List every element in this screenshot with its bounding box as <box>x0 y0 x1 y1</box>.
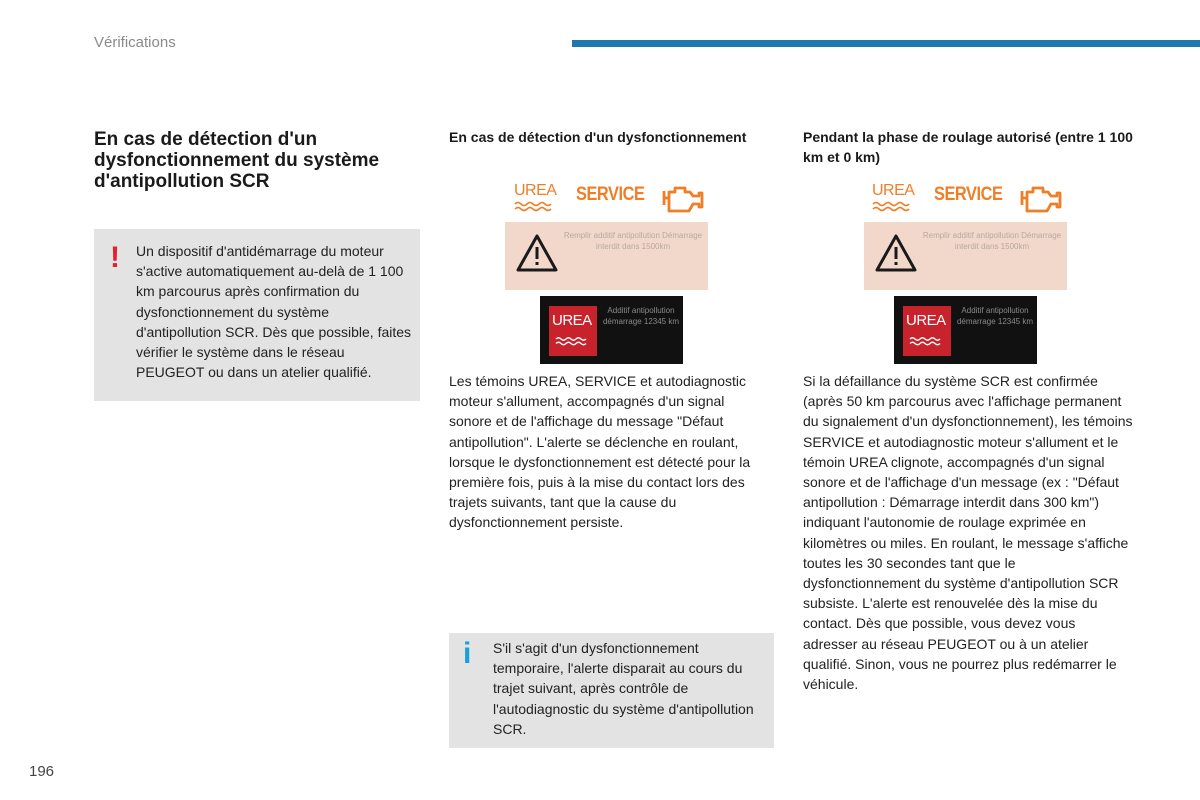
instrument-display <box>894 296 1037 364</box>
page-number: 196 <box>29 763 55 780</box>
waves-icon <box>909 336 945 346</box>
header-rule <box>572 40 1200 47</box>
display-message: Remplir additif antipollution Démarrage interdit dans 1500km <box>922 231 1062 251</box>
waves-icon <box>555 336 591 346</box>
message-display <box>505 222 708 290</box>
exclamation-icon: ! <box>110 241 120 274</box>
info-box <box>449 633 774 748</box>
column2-heading: En cas de détection d'un dysfonctionnement <box>449 129 747 145</box>
warning-triangle-icon <box>515 233 559 273</box>
urea-label: UREA <box>514 182 557 199</box>
display-readout: Additif antipollution démarrage 12345 km <box>602 306 680 326</box>
warning-triangle-icon <box>874 233 918 273</box>
service-warning-light: SERVICE <box>576 184 645 205</box>
instrument-display <box>540 296 683 364</box>
waves-icon <box>514 200 558 212</box>
urea-warning-light <box>512 182 562 218</box>
display-message: Remplir additif antipollution Démarrage interdit dans 1500km <box>563 231 703 251</box>
info-icon: i <box>463 637 472 670</box>
urea-warning-light <box>870 182 920 218</box>
service-warning-light: SERVICE <box>934 184 1003 205</box>
column2-text: Les témoins UREA, SERVICE et autodiagnostic moteur s'allument, accompagnés d'un signal sonore et de l'affichage du message "Défaut antipollution". L'alerte se déclenche en roulant, lorsque le dysfonctionnement est détecté pour la première fois, puis à la mise du contact lors des trajets suivants, tant que la cause du dysfonctionnement persiste. <box>449 373 751 531</box>
waves-icon <box>872 200 916 212</box>
warning-lights-row <box>512 182 727 222</box>
info-text: S'il s'agit d'un dysfonctionnement temporaire, l'alerte disparait au cours du trajet suivant, après contrôle de l'autodiagnostic du système d'antipollution SCR. <box>493 640 754 737</box>
warning-box <box>94 229 420 401</box>
urea-badge-label: UREA <box>906 312 946 329</box>
section-header: Vérifications <box>94 34 176 51</box>
urea-badge <box>549 306 597 356</box>
urea-label: UREA <box>872 182 915 199</box>
column3-text: Si la défaillance du système SCR est confirmée (après 50 km parcourus avec l'affichage permanent du signalement d'un dysfonctionnement), les témoins SERVICE et autodiagnostic moteur s'allument et le témoin UREA clignote, accompagnés d'un signal sonore et de l'affichage d'un message (ex : "Défaut antipollution : Démarrage interdit dans 300 km") indiquant l'autonomie de roulage exprimée en kilomètres ou miles. En roulant, le message s'affiche toutes les 30 secondes tant que le dysfonctionnement du système d'antipollution SCR subsiste. L'alerte est renouvelée dès la mise du contact. Dès que possible, vous devez vous adresser au réseau PEUGEOT ou à un atelier qualifié. Sinon, vous ne pourrez plus redémarrer le véhicule. <box>803 373 1133 693</box>
message-display <box>864 222 1067 290</box>
urea-badge-label: UREA <box>552 312 592 329</box>
column3-heading: Pendant la phase de roulage autorisé (entre 1 100 km et 0 km) <box>803 129 1133 165</box>
warning-lights-row <box>870 182 1085 222</box>
engine-icon <box>1018 182 1062 216</box>
display-readout: Additif antipollution démarrage 12345 km <box>956 306 1034 326</box>
warning-text: Un dispositif d'antidémarrage du moteur s'active automatiquement au-delà de 1 100 km parcourus après confirmation du dysfonctionnement du système d'antipollution SCR. Dès que possible, faites vérifier le système dans le réseau PEUGEOT ou dans un atelier qualifié. <box>136 243 412 381</box>
engine-icon <box>660 182 704 216</box>
page-title: En cas de détection d'un dysfonctionnement du système d'antipollution SCR <box>94 129 380 192</box>
urea-badge <box>903 306 951 356</box>
